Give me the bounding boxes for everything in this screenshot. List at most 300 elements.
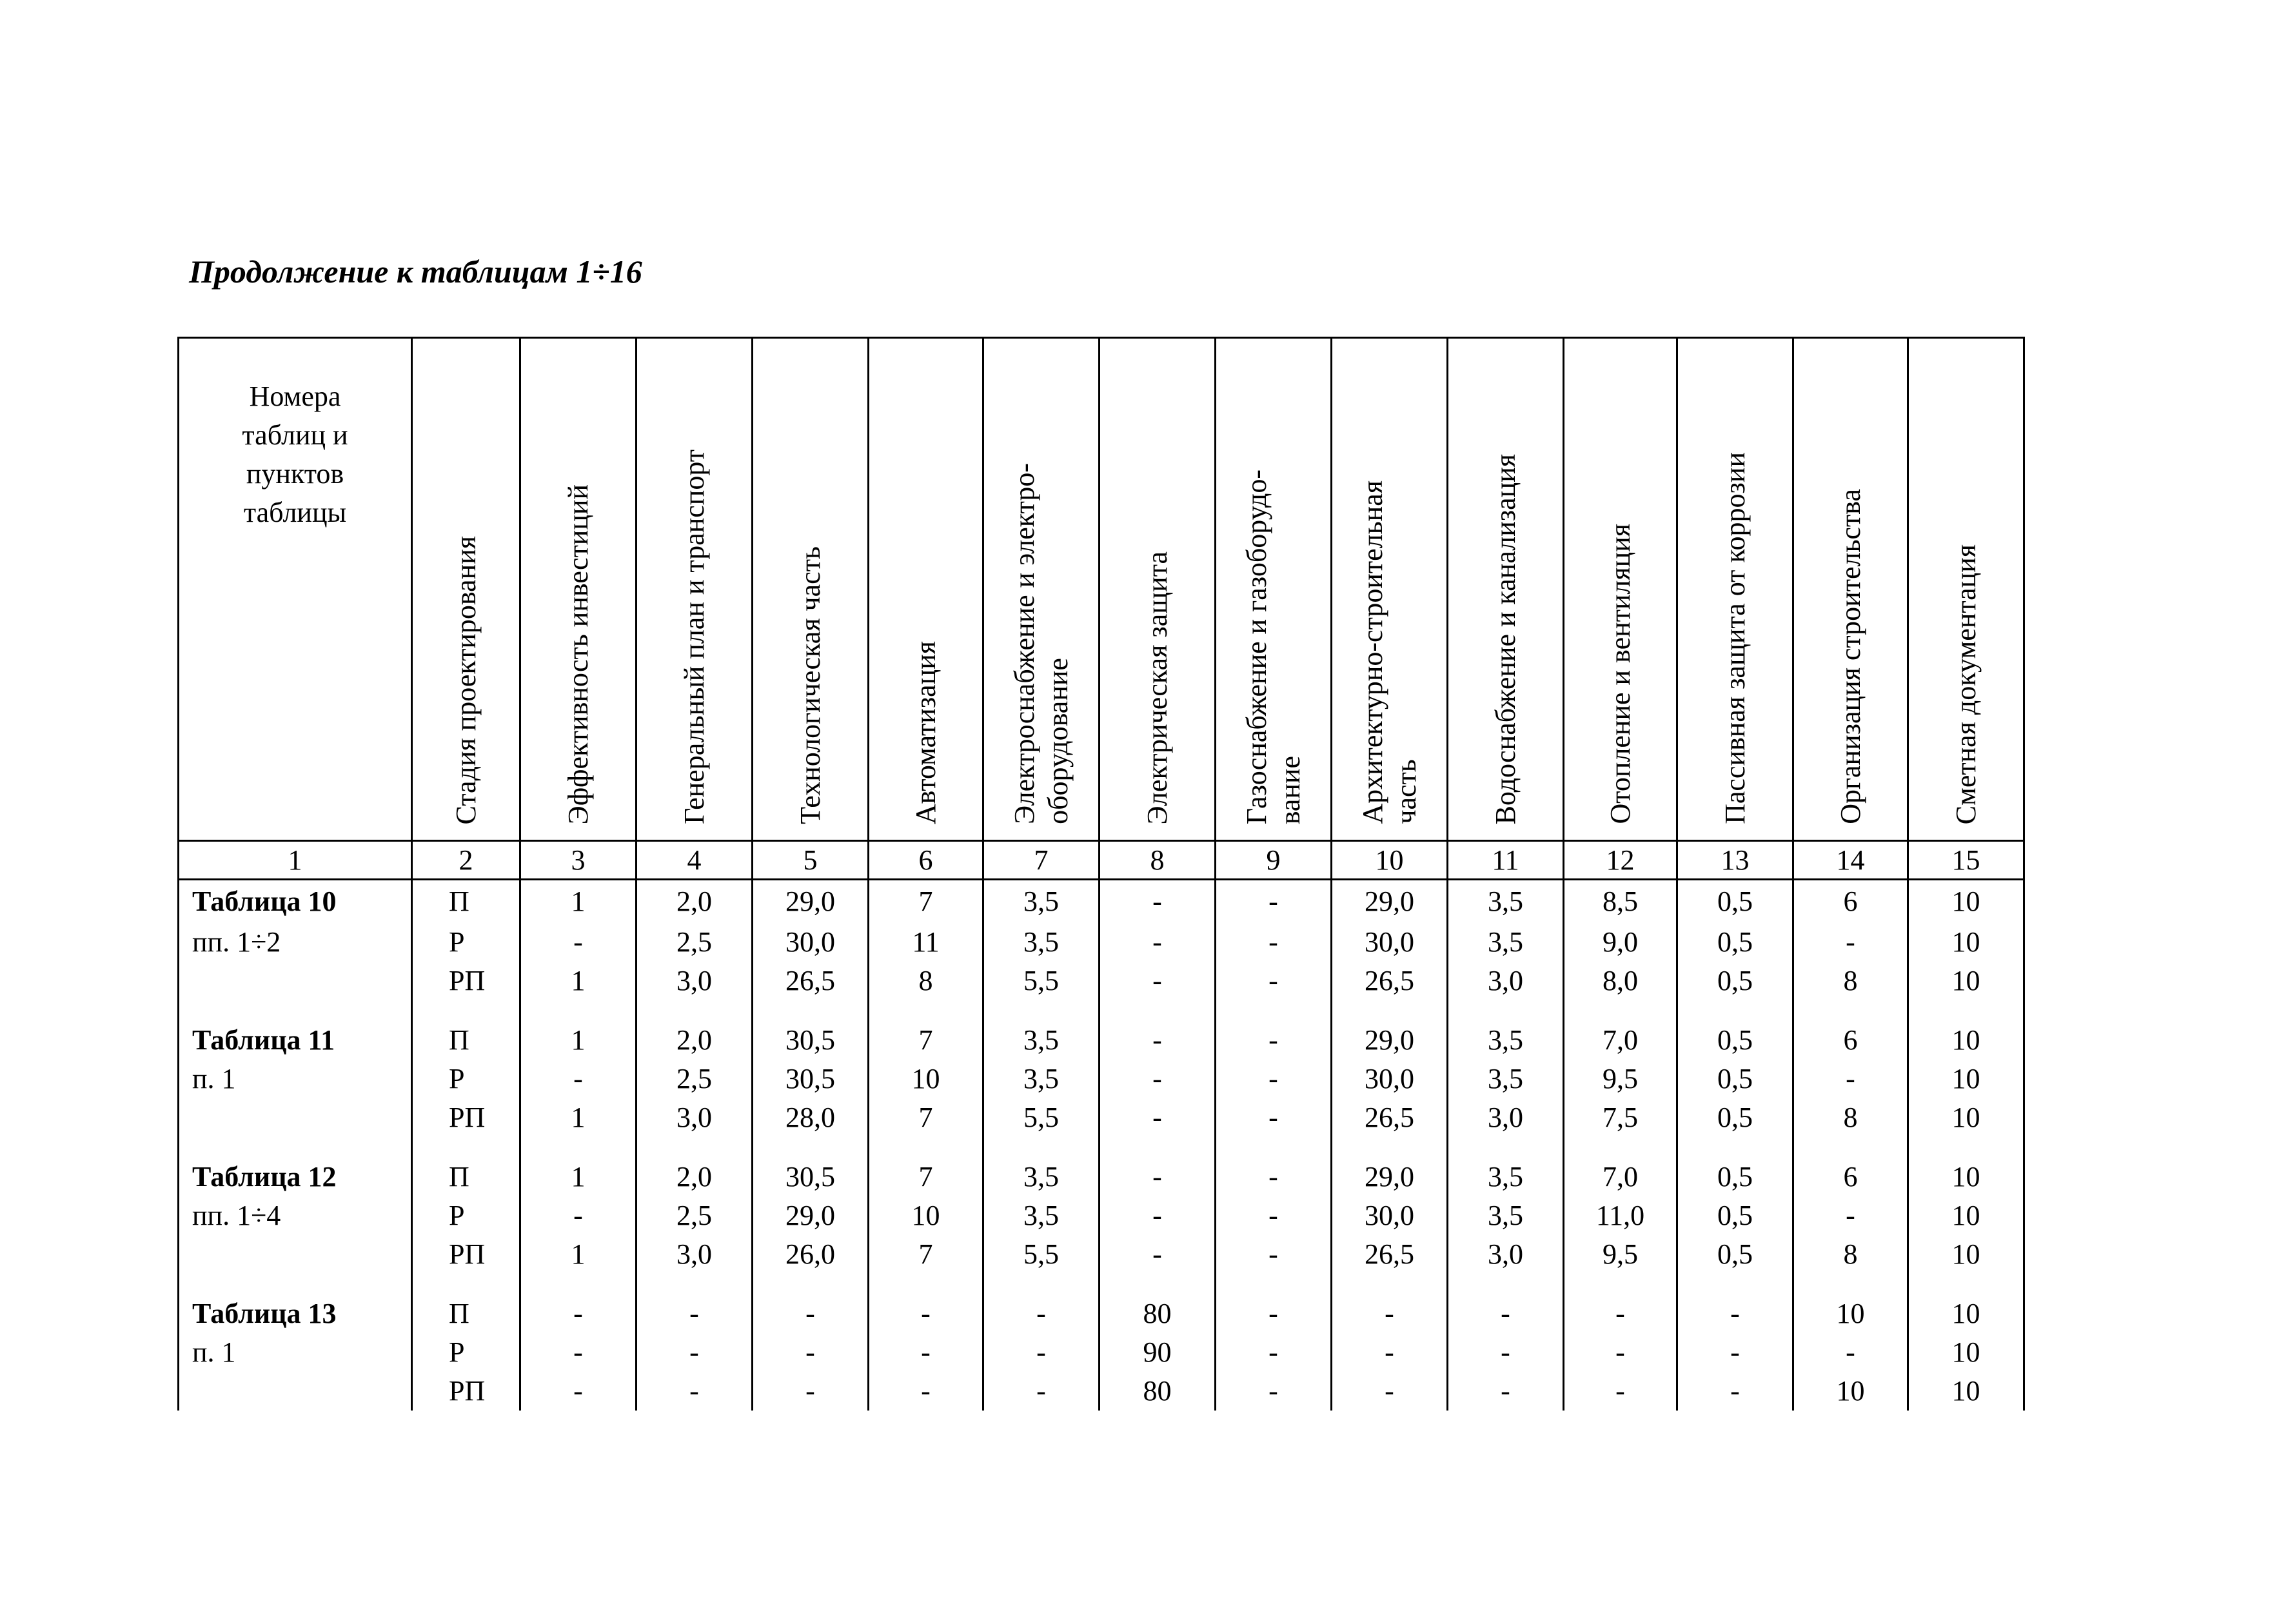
value-cell: 3,5 — [983, 1158, 1100, 1196]
value-cell: 30,0 — [1332, 1060, 1448, 1098]
value-cell: 10 — [1908, 923, 2024, 962]
header-col-12 — [1564, 338, 1677, 841]
stage-cell: П — [412, 1021, 520, 1060]
value-cell: 7 — [869, 1235, 983, 1274]
spacer-cell — [179, 1000, 412, 1021]
value-cell: - — [520, 1333, 636, 1372]
value-cell: 1 — [520, 962, 636, 1000]
value-cell: 0,5 — [1677, 880, 1793, 924]
value-cell: 8,5 — [1564, 880, 1677, 924]
table-body — [179, 880, 2024, 1411]
spacer-cell — [1908, 1137, 2024, 1158]
value-cell: - — [1448, 1294, 1564, 1333]
header-vertical-label — [449, 522, 483, 840]
column-number: 9 — [1216, 841, 1332, 880]
header-vertical-label — [1719, 438, 1752, 840]
stage-cell: Р — [412, 1060, 520, 1098]
value-cell: - — [983, 1294, 1100, 1333]
value-cell: 7 — [869, 1158, 983, 1196]
table-row — [179, 1333, 2024, 1372]
value-cell: 9,0 — [1564, 923, 1677, 962]
value-cell: 3,5 — [1448, 1196, 1564, 1235]
value-cell: - — [520, 923, 636, 962]
value-cell: - — [1677, 1333, 1793, 1372]
header-label-line: часть — [1390, 759, 1422, 824]
value-cell: 10 — [869, 1196, 983, 1235]
value-cell: - — [869, 1372, 983, 1411]
spacer-cell — [1332, 1000, 1448, 1021]
header-label-line: Сметная документация — [1949, 544, 1982, 824]
header-vertical-label — [1141, 537, 1174, 840]
spacer-cell — [1908, 1274, 2024, 1294]
value-cell: 2,0 — [636, 1021, 753, 1060]
spacer-cell — [1448, 1274, 1564, 1294]
header-col-6 — [869, 338, 983, 841]
header-label-line: Генеральный план и транспорт — [678, 450, 710, 824]
group-items: пп. 1÷4 — [179, 1196, 412, 1235]
header-col-14 — [1793, 338, 1908, 841]
value-cell: - — [1564, 1372, 1677, 1411]
value-cell: - — [869, 1333, 983, 1372]
column-number: 7 — [983, 841, 1100, 880]
value-cell: - — [1793, 1196, 1908, 1235]
header-col-15 — [1908, 338, 2024, 841]
table-row — [179, 962, 2024, 1000]
column-number: 14 — [1793, 841, 1908, 880]
value-cell: 26,5 — [1332, 962, 1448, 1000]
value-cell: - — [1216, 1021, 1332, 1060]
value-cell: 30,5 — [753, 1021, 869, 1060]
value-cell: 29,0 — [753, 1196, 869, 1235]
stage-cell: П — [412, 880, 520, 924]
value-cell: 8 — [1793, 1098, 1908, 1137]
value-cell: - — [1216, 1196, 1332, 1235]
value-cell: 3,0 — [636, 962, 753, 1000]
stage-cell: РП — [412, 962, 520, 1000]
value-cell: - — [1216, 1098, 1332, 1137]
spacer-cell — [753, 1000, 869, 1021]
header-line: пунктов — [246, 458, 344, 490]
spacer-cell — [1216, 1000, 1332, 1021]
spacer-cell — [753, 1274, 869, 1294]
spacer-cell — [1332, 1274, 1448, 1294]
header-col-9 — [1216, 338, 1332, 841]
value-cell: 10 — [1908, 1294, 2024, 1333]
value-cell: 29,0 — [1332, 880, 1448, 924]
header-label-line: Организация строительства — [1834, 489, 1866, 824]
value-cell: - — [753, 1294, 869, 1333]
value-cell: - — [1100, 923, 1216, 962]
value-cell: - — [636, 1372, 753, 1411]
value-cell: - — [869, 1294, 983, 1333]
header-label-line: Пассивная защита от коррозии — [1719, 452, 1751, 824]
header-vertical-label — [909, 627, 943, 840]
value-cell: 5,5 — [983, 1235, 1100, 1274]
spacer-cell — [1332, 1137, 1448, 1158]
table-row — [179, 1098, 2024, 1137]
table-row — [179, 1158, 2024, 1196]
header-vertical-label — [678, 435, 711, 840]
value-cell: - — [753, 1333, 869, 1372]
value-cell: - — [1100, 1098, 1216, 1137]
value-cell: 28,0 — [753, 1098, 869, 1137]
value-cell: 10 — [1908, 1021, 2024, 1060]
spacer-cell — [1564, 1274, 1677, 1294]
group-spacer — [179, 1000, 2024, 1021]
column-number: 11 — [1448, 841, 1564, 880]
header-label-line: вание — [1274, 755, 1306, 824]
value-cell: - — [1793, 923, 1908, 962]
spacer-cell — [179, 1137, 412, 1158]
header-vertical-label — [1240, 455, 1307, 840]
value-cell: 7,0 — [1564, 1021, 1677, 1060]
value-cell: 26,5 — [753, 962, 869, 1000]
value-cell: 10 — [1908, 880, 2024, 924]
header-label-line: Газоснабжение и газоборудо- — [1240, 469, 1272, 824]
header-label-line: Стадия проектирования — [449, 535, 482, 824]
column-number: 10 — [1332, 841, 1448, 880]
column-number: 8 — [1100, 841, 1216, 880]
value-cell: 1 — [520, 1235, 636, 1274]
group-title: Таблица 12 — [179, 1158, 412, 1196]
stage-cell: Р — [412, 1196, 520, 1235]
value-cell: - — [1793, 1333, 1908, 1372]
group-empty-cell — [179, 1235, 412, 1274]
value-cell: 6 — [1793, 880, 1908, 924]
table-row — [179, 1060, 2024, 1098]
table-row — [179, 1196, 2024, 1235]
header-vertical-label — [562, 470, 595, 840]
spacer-cell — [869, 1274, 983, 1294]
spacer-cell — [1677, 1274, 1793, 1294]
value-cell: 5,5 — [983, 962, 1100, 1000]
table-row — [179, 1294, 2024, 1333]
spacer-cell — [1793, 1137, 1908, 1158]
value-cell: 80 — [1100, 1294, 1216, 1333]
column-number: 5 — [753, 841, 869, 880]
value-cell: 10 — [1908, 1098, 2024, 1137]
value-cell: 3,0 — [1448, 962, 1564, 1000]
value-cell: 3,5 — [1448, 1060, 1564, 1098]
spacer-cell — [753, 1137, 869, 1158]
value-cell: 6 — [1793, 1021, 1908, 1060]
spacer-cell — [1793, 1000, 1908, 1021]
stage-cell: РП — [412, 1235, 520, 1274]
value-cell: - — [1216, 1060, 1332, 1098]
value-cell: 8 — [1793, 962, 1908, 1000]
value-cell: - — [1216, 923, 1332, 962]
value-cell: 5,5 — [983, 1098, 1100, 1137]
distribution-table-container — [177, 337, 2025, 1411]
value-cell: - — [520, 1372, 636, 1411]
header-label-line: Водоснабжение и канализация — [1489, 453, 1521, 824]
spacer-cell — [983, 1274, 1100, 1294]
value-cell: 10 — [1908, 1196, 2024, 1235]
header-vertical-label — [1949, 530, 1983, 840]
value-cell: - — [1216, 1333, 1332, 1372]
value-cell: 10 — [1908, 962, 2024, 1000]
header-vertical-label — [1356, 466, 1423, 840]
value-cell: 10 — [1908, 1060, 2024, 1098]
value-cell: 8,0 — [1564, 962, 1677, 1000]
group-title: Таблица 10 — [179, 880, 412, 924]
spacer-cell — [1100, 1000, 1216, 1021]
value-cell: 1 — [520, 1158, 636, 1196]
value-cell: 1 — [520, 1098, 636, 1137]
stage-cell: П — [412, 1294, 520, 1333]
value-cell: 3,0 — [1448, 1098, 1564, 1137]
value-cell: - — [1216, 1372, 1332, 1411]
header-col-3 — [520, 338, 636, 841]
header-label-line: Отопление и вентиляция — [1604, 524, 1636, 824]
value-cell: 10 — [1793, 1294, 1908, 1333]
value-cell: - — [636, 1333, 753, 1372]
table-row — [179, 923, 2024, 962]
value-cell: - — [1564, 1294, 1677, 1333]
spacer-cell — [1908, 1000, 2024, 1021]
spacer-cell — [636, 1274, 753, 1294]
column-number: 15 — [1908, 841, 2024, 880]
value-cell: - — [1216, 1235, 1332, 1274]
spacer-cell — [412, 1000, 520, 1021]
group-items: п. 1 — [179, 1060, 412, 1098]
value-cell: 8 — [869, 962, 983, 1000]
value-cell: 10 — [1793, 1372, 1908, 1411]
value-cell: - — [983, 1372, 1100, 1411]
column-number: 3 — [520, 841, 636, 880]
value-cell: 29,0 — [1332, 1158, 1448, 1196]
spacer-cell — [1564, 1000, 1677, 1021]
spacer-cell — [520, 1000, 636, 1021]
table-row — [179, 1021, 2024, 1060]
spacer-cell — [636, 1137, 753, 1158]
value-cell: - — [1216, 962, 1332, 1000]
header-label-line: Автоматизация — [909, 640, 942, 824]
group-empty-cell — [179, 962, 412, 1000]
value-cell: - — [1100, 1060, 1216, 1098]
value-cell: 1 — [520, 880, 636, 924]
value-cell: 7 — [869, 1021, 983, 1060]
value-cell: - — [1100, 962, 1216, 1000]
value-cell: 0,5 — [1677, 1158, 1793, 1196]
value-cell: 3,5 — [983, 880, 1100, 924]
group-spacer — [179, 1274, 2024, 1294]
spacer-cell — [1793, 1274, 1908, 1294]
value-cell: 30,0 — [753, 923, 869, 962]
value-cell: - — [1100, 1158, 1216, 1196]
spacer-cell — [869, 1137, 983, 1158]
value-cell: - — [1448, 1333, 1564, 1372]
spacer-cell — [1677, 1137, 1793, 1158]
value-cell: 9,5 — [1564, 1235, 1677, 1274]
value-cell: 30,0 — [1332, 1196, 1448, 1235]
value-cell: 30,0 — [1332, 923, 1448, 962]
column-number: 4 — [636, 841, 753, 880]
value-cell: 3,5 — [983, 1060, 1100, 1098]
value-cell: 3,5 — [1448, 923, 1564, 962]
value-cell: 30,5 — [753, 1060, 869, 1098]
value-cell: 2,5 — [636, 923, 753, 962]
distribution-table — [177, 337, 2025, 1411]
value-cell: 0,5 — [1677, 1021, 1793, 1060]
spacer-cell — [1448, 1000, 1564, 1021]
header-col-7 — [983, 338, 1100, 841]
value-cell: - — [1216, 1294, 1332, 1333]
value-cell: 3,5 — [983, 1021, 1100, 1060]
stage-cell: Р — [412, 1333, 520, 1372]
spacer-cell — [412, 1274, 520, 1294]
spacer-cell — [1100, 1274, 1216, 1294]
spacer-cell — [1216, 1274, 1332, 1294]
header-vertical-label — [1834, 475, 1868, 840]
value-cell: 3,5 — [1448, 880, 1564, 924]
value-cell: - — [1100, 880, 1216, 924]
value-cell: 3,5 — [1448, 1021, 1564, 1060]
spacer-cell — [983, 1137, 1100, 1158]
value-cell: 3,0 — [636, 1098, 753, 1137]
value-cell: 3,0 — [636, 1235, 753, 1274]
header-col-4 — [636, 338, 753, 841]
header-col-13 — [1677, 338, 1793, 841]
value-cell: 0,5 — [1677, 1098, 1793, 1137]
spacer-cell — [1100, 1137, 1216, 1158]
header-label-line: Технологическая часть — [794, 546, 826, 824]
value-cell: 10 — [1908, 1333, 2024, 1372]
header-vertical-label — [1489, 440, 1523, 840]
table-row — [179, 880, 2024, 924]
spacer-cell — [636, 1000, 753, 1021]
value-cell: 1 — [520, 1021, 636, 1060]
value-cell: 2,0 — [636, 1158, 753, 1196]
header-vertical-label — [1008, 449, 1075, 840]
value-cell: 7 — [869, 880, 983, 924]
header-vertical-label — [794, 532, 827, 840]
group-title: Таблица 11 — [179, 1021, 412, 1060]
value-cell: - — [520, 1060, 636, 1098]
value-cell: - — [520, 1294, 636, 1333]
header-col-5 — [753, 338, 869, 841]
header-label-line: Электроснабжение и электро- — [1008, 463, 1040, 824]
value-cell: 29,0 — [1332, 1021, 1448, 1060]
value-cell: 10 — [1908, 1372, 2024, 1411]
value-cell: - — [636, 1294, 753, 1333]
value-cell: 2,5 — [636, 1060, 753, 1098]
value-cell: 3,5 — [983, 923, 1100, 962]
stage-cell: Р — [412, 923, 520, 962]
header-line: таблиц и — [242, 419, 348, 451]
column-number: 2 — [412, 841, 520, 880]
stage-cell: РП — [412, 1098, 520, 1137]
header-col-8 — [1100, 338, 1216, 841]
value-cell: 26,0 — [753, 1235, 869, 1274]
value-cell: 0,5 — [1677, 962, 1793, 1000]
stage-cell: П — [412, 1158, 520, 1196]
header-line: Номера — [249, 381, 341, 412]
stage-cell: РП — [412, 1372, 520, 1411]
column-number-row — [179, 841, 2024, 880]
value-cell: 0,5 — [1677, 1235, 1793, 1274]
value-cell: - — [983, 1333, 1100, 1372]
value-cell: 10 — [1908, 1158, 2024, 1196]
value-cell: 2,5 — [636, 1196, 753, 1235]
spacer-cell — [412, 1137, 520, 1158]
header-line: таблицы — [243, 497, 347, 528]
value-cell: 7 — [869, 1098, 983, 1137]
value-cell: 2,0 — [636, 880, 753, 924]
spacer-cell — [1564, 1137, 1677, 1158]
value-cell: 6 — [1793, 1158, 1908, 1196]
page-title: Продолжение к таблицам 1÷16 — [189, 253, 642, 290]
group-items: пп. 1÷2 — [179, 923, 412, 962]
column-number: 12 — [1564, 841, 1677, 880]
table-row — [179, 1235, 2024, 1274]
group-spacer — [179, 1137, 2024, 1158]
value-cell: 80 — [1100, 1372, 1216, 1411]
value-cell: 26,5 — [1332, 1235, 1448, 1274]
value-cell: - — [1677, 1372, 1793, 1411]
spacer-cell — [1448, 1137, 1564, 1158]
value-cell: 30,5 — [753, 1158, 869, 1196]
header-label-line: Архитектурно-строительная — [1356, 480, 1388, 824]
header-label-line: Электрическая защита — [1141, 551, 1173, 824]
value-cell: - — [1100, 1196, 1216, 1235]
value-cell: - — [1448, 1372, 1564, 1411]
value-cell: - — [1332, 1333, 1448, 1372]
value-cell: - — [1216, 880, 1332, 924]
group-empty-cell — [179, 1098, 412, 1137]
value-cell: 11 — [869, 923, 983, 962]
table-row — [179, 1372, 2024, 1411]
header-label-line: Эффективность инвестиций — [562, 484, 594, 824]
value-cell: - — [1100, 1021, 1216, 1060]
value-cell: - — [1793, 1060, 1908, 1098]
value-cell: 3,5 — [1448, 1158, 1564, 1196]
header-label-line: оборудование — [1041, 658, 1074, 824]
group-empty-cell — [179, 1372, 412, 1411]
column-number: 13 — [1677, 841, 1793, 880]
value-cell: 90 — [1100, 1333, 1216, 1372]
header-row — [179, 338, 2024, 841]
column-number: 1 — [179, 841, 412, 880]
spacer-cell — [520, 1137, 636, 1158]
value-cell: 11,0 — [1564, 1196, 1677, 1235]
header-vertical-label — [1604, 510, 1637, 840]
value-cell: 7,0 — [1564, 1158, 1677, 1196]
spacer-cell — [520, 1274, 636, 1294]
header-col-11 — [1448, 338, 1564, 841]
group-items: п. 1 — [179, 1333, 412, 1372]
spacer-cell — [983, 1000, 1100, 1021]
value-cell: - — [1677, 1294, 1793, 1333]
value-cell: 10 — [869, 1060, 983, 1098]
value-cell: 0,5 — [1677, 1060, 1793, 1098]
value-cell: 0,5 — [1677, 923, 1793, 962]
value-cell: 3,5 — [983, 1196, 1100, 1235]
header-col-table-numbers — [179, 338, 412, 841]
header-col-10 — [1332, 338, 1448, 841]
value-cell: 10 — [1908, 1235, 2024, 1274]
spacer-cell — [869, 1000, 983, 1021]
value-cell: - — [520, 1196, 636, 1235]
header-col-2 — [412, 338, 520, 841]
value-cell: 7,5 — [1564, 1098, 1677, 1137]
value-cell: 9,5 — [1564, 1060, 1677, 1098]
value-cell: 0,5 — [1677, 1196, 1793, 1235]
value-cell: - — [1100, 1235, 1216, 1274]
value-cell: - — [1332, 1294, 1448, 1333]
spacer-cell — [179, 1274, 412, 1294]
value-cell: - — [753, 1372, 869, 1411]
